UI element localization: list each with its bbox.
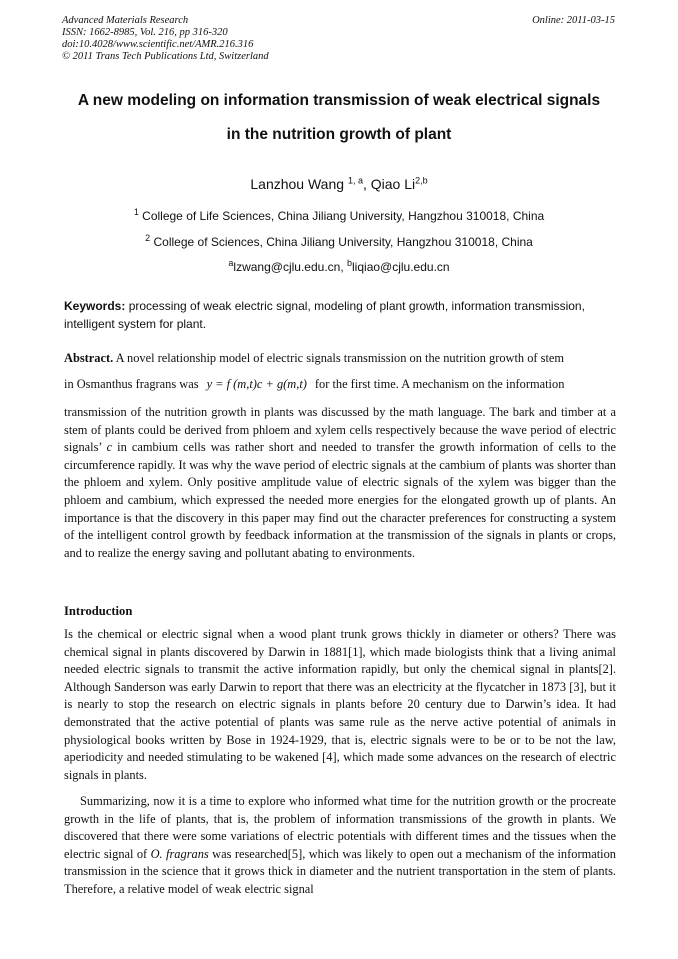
introduction-heading: Introduction [64, 604, 133, 618]
author-list [0, 176, 678, 192]
publication-meta [62, 15, 269, 63]
abstract-body [64, 404, 616, 562]
affiliation-2 [0, 235, 678, 249]
email-a-marker: a [228, 258, 234, 268]
author-2: Qiao Li [370, 176, 416, 192]
author-2-superscript: 2,b [415, 175, 428, 186]
keywords-label: Keywords: [64, 299, 126, 313]
affiliation-1-marker: 1 [133, 207, 139, 217]
model-equation: y = f (m,t)c + g(m,t) [206, 377, 307, 391]
abstract-body-part-2: in cambium cells was rather short and needed to transfer the growth information of cells to the circumference rapidly. It was why the wave period of electric signals at the cambium of plants was shorter than the phloem and xylem. Only positive amplitude value of electric signals of the xylem was bigger than the phloem and cambium, which expressed the needed more energies for the elongated growth up of plants. An importance is that the discovery in this paper may find out the character preferences for constructing a system of the intelligent control growth by feedback information at the transmission of the signals in plants or crops, and to realize the energy saving and pollutant abating to environments. [64, 440, 616, 560]
affiliation-1 [0, 209, 678, 223]
affiliation-1-text: College of Life Sciences, China Jiliang University, Hangzhou 310018, China [138, 209, 545, 223]
species-name: O. fragrans [150, 846, 209, 861]
intro-para2-part-2: was researched[5], which was likely to open out a mechanism of the information transmission in the science that it grows thick in diameter and the nutrient transportation in the stem of plants. Therefore, a relative model of weak electric signal [64, 846, 616, 896]
formula-suffix: for the first time. A mechanism on the information [314, 377, 565, 391]
copyright-line: © 2011 Trans Tech Publications Ltd, Switzerland [62, 51, 269, 62]
author-1: Lanzhou Wang [250, 176, 348, 192]
online-date: Online: 2011-03-15 [532, 15, 615, 26]
doi-line: doi:10.4028/www.scientific.net/AMR.216.316 [62, 39, 254, 50]
introduction-paragraph-1: Is the chemical or electric signal when a wood plant trunk grows thickly in diameter or others? There was chemical signal in plants discovered by Darwin in 1881[1], which made biologists think that a living animal needed electric signals to transmit the active information rapidly, but only the chemical signal in plants[2]. Although Sanderson was early Darwin to report that there was an electricity at the flycatcher in 1873 [3], but it is nearly to stop the research on electric signals in plants before 20 century due to Darwin’s idea. It had demonstrated that the active potential of plants was same rule as the nerve active potential of animals in physiological books written by Bose in 1924-1929, that is, electric signals were to be or to be not the law, aperiodicity and needed stimulating to be wakened [4], which made some advances on the research of electric signals in plants. [64, 627, 616, 782]
email-b[interactable]: liqiao@cjlu.edu.cn [352, 260, 450, 274]
author-emails [0, 260, 678, 274]
affiliation-2-marker: 2 [145, 233, 151, 243]
abstract-first-line [64, 350, 616, 368]
affiliation-2-text: College of Sciences, China Jiliang University, Hangzhou 310018, China [150, 235, 533, 249]
email-b-marker: b [347, 258, 353, 268]
issn-line: ISSN: 1662-8985, Vol. 216, pp 316-320 [62, 27, 228, 38]
abstract-label: Abstract. [64, 351, 114, 365]
title-line-1: A new modeling on information transmission of weak electrical signals [77, 92, 601, 109]
introduction-paragraph-2 [64, 793, 616, 899]
author-separator: , [362, 176, 371, 192]
abstract-variable-c: c [106, 440, 113, 455]
keywords-section [64, 297, 616, 333]
abstract-formula-line [64, 377, 616, 392]
abstract-body-part-1: transmission of the nutrition growth in plants was discussed by the math language. The bark and timber at a stem of plants could be derived from phloem and xylem cells respectively because the wave period of electric signals’ [64, 405, 616, 455]
keywords-text: processing of weak electric signal, modeling of plant growth, information transmission, intelligent system for plant. [64, 299, 585, 331]
email-a[interactable]: lzwang@cjlu.edu.cn, [233, 260, 347, 274]
intro-para2-part-1: Summarizing, now it is a time to explore who informed what time for the nutrition growth or the procreate growth in the life of plants, that is, the problem of information transmissions of the growth in plants. We discovered that there were some variations of electric potentials with different times and the tissues when the electric signal of [64, 794, 616, 861]
author-1-superscript: 1, a [347, 175, 363, 186]
abstract-line-1: A novel relationship model of electric signals transmission on the nutrition growth of stem [113, 351, 565, 365]
title-line-2: in the nutrition growth of plant [226, 126, 452, 143]
formula-prefix: in Osmanthus fragrans was [64, 377, 199, 391]
journal-name: Advanced Materials Research [62, 15, 189, 26]
